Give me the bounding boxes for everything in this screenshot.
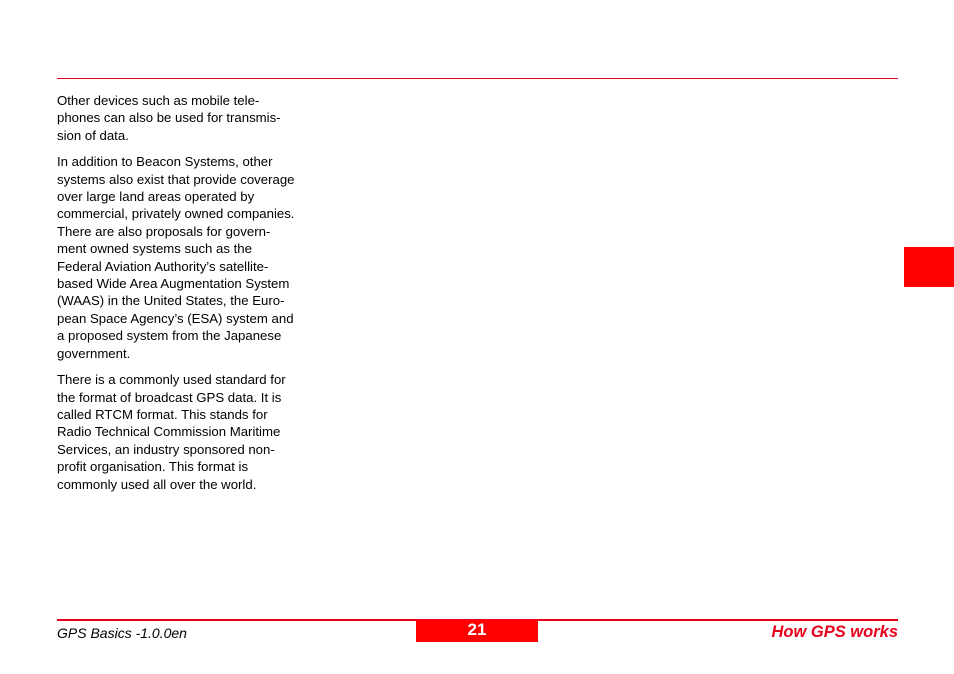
text-line: commercial, privately owned companies. — [57, 206, 295, 222]
text-line: a proposed system from the Japanese — [57, 328, 282, 344]
paragraph-1 — [57, 92, 327, 144]
text-line: phones can also be used for transmis- — [57, 110, 281, 126]
text-line: called RTCM format. This stands for — [57, 406, 268, 422]
text-line: commonly used all over the world. — [57, 476, 257, 492]
document-title: GPS Basics -1.0.0en — [57, 625, 187, 641]
text-line: (WAAS) in the United States, the Euro- — [57, 293, 285, 309]
page-number: 21 — [416, 620, 538, 642]
text-line: profit organisation. This format is — [57, 459, 249, 475]
text-line: sion of data. — [57, 127, 129, 143]
paragraph-3 — [57, 371, 327, 493]
text-line: There is a commonly used standard for — [57, 372, 286, 388]
text-line: ment owned systems such as the — [57, 241, 252, 257]
header-rule — [57, 78, 898, 79]
text-line: Federal Aviation Authority’s satellite- — [57, 258, 269, 274]
text-line: based Wide Area Augmentation System — [57, 276, 290, 292]
text-line: Other devices such as mobile tele- — [57, 93, 260, 108]
text-line: Services, an industry sponsored non- — [57, 441, 275, 457]
paragraph-2 — [57, 153, 327, 362]
text-line: pean Space Agency’s (ESA) system and — [57, 310, 294, 326]
text-line: Radio Technical Commission Maritime — [57, 424, 281, 440]
text-line: over large land areas operated by — [57, 189, 255, 205]
section-tab-marker — [904, 247, 954, 287]
section-title: How GPS works — [771, 623, 898, 641]
text-line: systems also exist that provide coverage — [57, 171, 295, 187]
text-line: There are also proposals for govern- — [57, 223, 271, 239]
text-column — [57, 92, 327, 502]
text-line: the format of broadcast GPS data. It is — [57, 389, 282, 405]
text-line: government. — [57, 345, 131, 361]
text-line: In addition to Beacon Systems, other — [57, 154, 273, 170]
